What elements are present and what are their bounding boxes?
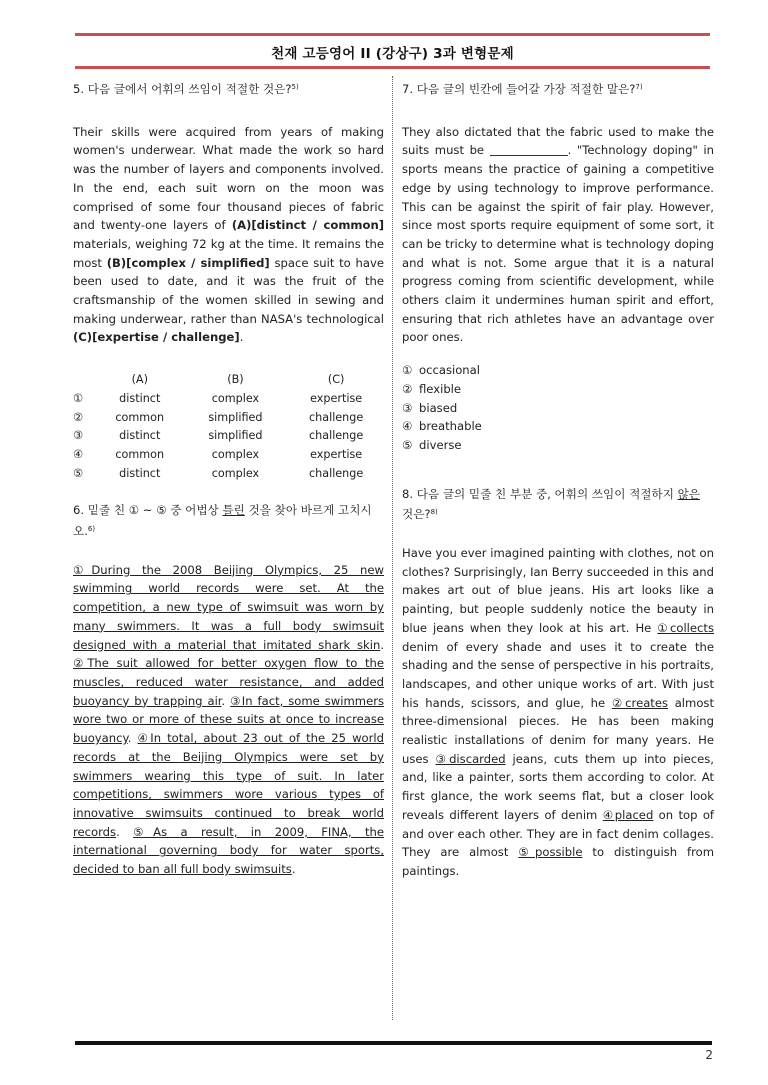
question-8-heading: 8. 다음 글의 밑줄 친 부분 중, 어휘의 쓰임이 적절하지 않은 것은?$^{8)}$ — [402, 486, 700, 522]
page-title: 천재 고등영어 II (강상구) 3과 변형문제 — [271, 46, 514, 62]
question-7-options — [402, 361, 714, 454]
answer-table-header: (A) (B) (C) — [131, 373, 345, 387]
option-item: ⑤ diverse — [402, 437, 462, 452]
question-6-heading: 6. 밑줄 친 ① ~ ⑤ 중 어법상 틀린 것을 찾아 바르게 고치시오.$^{6)}$ — [73, 503, 372, 539]
underlined-sentence-3: ③In fact, some swimmers wore two or more of these suits at once to increase buoyancy — [73, 693, 385, 746]
answer-option-row: ④ common complex expertise — [73, 447, 363, 461]
question-8-passage: Have you ever imagined painting with clothes, not on clothes? Surprisingly, Ian Berry succeeded in this and makes art out of blue jeans. His art looks like a painting, but people suddenly notice the beauty in blue jeans when they look at his art. He ①collects denim of every shade and uses it to create the shading and the sense of perspective in his portraits, landscapes, and other unique works of art. With just his hands, scissors, and glue, he ②creates almost three-dimensional pieces. He has been making realistic installations of denim for many years. He uses ③discarded jeans, cuts them up into pieces, and, like a painter, sorts them according to color. At first glance, the work seems flat, but a closer look reveals different layers of denim ④placed on top of and over each other. They are in fact denim collages. They are almost ⑤possible to distinguish from paintings. — [402, 545, 714, 878]
question-5-answer-table — [73, 371, 384, 483]
answer-blank — [490, 144, 568, 156]
underlined-sentence-4: ④In total, about 23 out of the 25 world records at the Beijing Olympics were set by swimmers wearing this type of suit. In later competitions, swimmers wore various types of innovative swimsuits continued to break world records — [73, 731, 384, 839]
underlined-sentence-2: ②The suit allowed for better oxygen flow to the muscles, reduced water resistance, and added buoyancy by trapping air — [73, 656, 384, 708]
answer-option-row: ⑤ distinct complex challenge — [73, 466, 364, 480]
page-number: 2 — [705, 1048, 713, 1062]
underlined-word-1: ①collects — [657, 620, 714, 635]
answer-option-row: ② common simplified challenge — [73, 410, 364, 424]
option-item: ② flexible — [402, 381, 462, 396]
choice-a: (A)[distinct / common] — [231, 218, 384, 233]
underlined-word-4: ④placed — [602, 807, 654, 822]
question-5-passage: Their skills were acquired from years of making women's underwear. What made the work so hard was the number of layers and components involved. In the end, each suit worn on the moon was comprised of some four thousand pieces of fabric and twenty-one layers of (A)[distinct / common] materials, weighing 72 kg at the time. It remains the most (B)[complex / simplified] space suit to have been used to date, and it was the fruit of the craftsmanship of the women skilled in sewing and making underwear, rather than NASA's technological (C)[expertise / challenge]. — [73, 124, 384, 345]
choice-c: (C)[expertise / challenge] — [73, 330, 240, 345]
right-column — [402, 78, 714, 881]
underlined-word-2: ②creates — [611, 695, 669, 710]
left-column — [73, 78, 384, 879]
underlined-word-3: ③discarded — [435, 751, 506, 766]
header-bottom-rule — [75, 66, 710, 69]
question-6-passage: ①During the 2008 Beijing Olympics, 25 new swimming world records were set. At the competition, a new type of swimsuit was worn by many swimmers. It was a full body swimsuit designed with a material that imitated shark skin. ②The suit allowed for better oxygen flow to the muscles, reduced water resistance, and added buoyancy by trapping air. ③In fact, some swimmers wore two or more of these suits at once to increase buoyancy. ④In total, about 23 out of the 25 world records at the Beijing Olympics were set by swimmers wearing this type of suit. In later competitions, swimmers wore various types of innovative swimsuits continued to break world records. ⑤As a result, in 2009, FINA, the international governing body for water sports, decided to ban all full body swimsuits. — [73, 562, 385, 877]
question-7-passage: They also dictated that the fabric used to make the suits must be . "Technology doping" in sports means the practice of gaining a competitive edge by using technology to improve performance. This can be against the spirit of fair play. However, since most sports require equipment of some sort, it can be tricky to determine what is technology doping and what is not. Some argue that it is a natural progress coming from scientific development, while others claim it undermines human spirit and effort, ensuring that rich athletes have an advantage over poor ones. — [402, 124, 714, 345]
footer-rule — [75, 1041, 712, 1045]
answer-option-row: ③ distinct simplified challenge — [73, 429, 364, 443]
header-top-rule — [75, 33, 710, 36]
column-divider — [392, 76, 393, 1020]
question-7-heading: 7. 다음 글의 빈칸에 들어갈 가장 적절한 말은?$^{7)}$ — [402, 82, 643, 96]
option-item: ④ breathable — [402, 419, 482, 434]
underlined-sentence-1: ①During the 2008 Beijing Olympics, 25 new swimming world records were set. At the competition, a new type of swimsuit was worn by many swimmers. It was a full body swimsuit designed with a material that imitated shark skin — [73, 562, 384, 652]
underlined-sentence-5: ⑤As a result, in 2009, FINA, the international governing body for water sports, decided to ban all full body swimsuits — [73, 824, 385, 877]
choice-b: (B)[complex / simplified] — [106, 255, 270, 270]
option-item: ① occasional — [402, 363, 480, 378]
question-5-heading: 5. 다음 글에서 어휘의 쓰임이 적절한 것은?$^{5)}$ — [73, 82, 299, 96]
underlined-word-5: ⑤possible — [518, 845, 583, 860]
answer-option-row: ① distinct complex expertise — [73, 391, 363, 405]
option-item: ③ biased — [402, 400, 458, 415]
